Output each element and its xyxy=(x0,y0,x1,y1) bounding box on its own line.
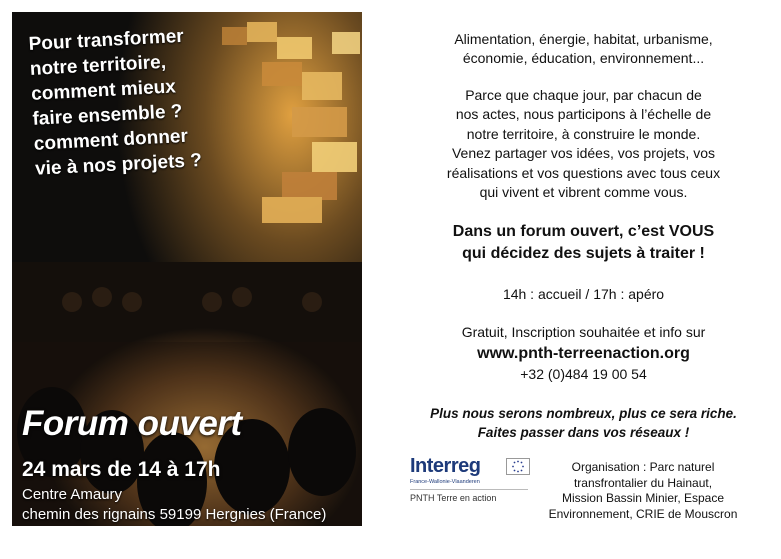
phone-number: +32 (0)484 19 00 54 xyxy=(520,366,647,382)
interreg-logo xyxy=(410,455,528,503)
logo-tagline: PNTH Terre en action xyxy=(410,493,497,503)
appeal xyxy=(400,404,767,442)
paragraph-line: nos actes, nous participons à l’échelle de xyxy=(455,106,712,123)
organisation-line: Environnement, CRIE de Mouscron xyxy=(548,506,738,521)
cta-line: Dans un forum ouvert, c’est VOUS xyxy=(452,223,715,240)
event-photo xyxy=(12,12,362,526)
eu-flag-icon xyxy=(506,458,530,475)
intro-paragraph xyxy=(400,86,767,202)
organisation-line: Organisation : Parc naturel xyxy=(571,460,715,474)
headline-line: Pour transformer xyxy=(28,25,185,55)
organisation xyxy=(532,460,754,522)
headline-line: notre territoire, xyxy=(29,51,167,80)
cta-line: qui décidez des sujets à traiter ! xyxy=(462,245,705,262)
logo-name: Interreg xyxy=(410,455,481,477)
paragraph-line: notre territoire, à construire le monde. xyxy=(466,125,701,142)
organisation-line: Mission Bassin Minier, Espace xyxy=(561,491,725,506)
registration xyxy=(400,322,767,385)
paragraph-line: réalisations et vos questions avec tous ceux xyxy=(446,164,721,181)
headline-line: comment mieux xyxy=(30,76,177,105)
logo-subtitle: France-Wallonie-Vlaanderen xyxy=(410,479,480,485)
paragraph-line: Parce que chaque jour, par chacun de xyxy=(465,87,702,103)
headline xyxy=(28,21,251,182)
registration-label: Gratuit, Inscription souhaitée et info sur xyxy=(461,324,706,340)
headline-line: comment donner xyxy=(33,125,189,155)
schedule: 14h : accueil / 17h : apéro xyxy=(502,286,665,302)
call-to-action xyxy=(400,221,767,265)
venue-address: chemin des rignains 59199 Hergnies (France) xyxy=(22,506,327,523)
logo-divider xyxy=(410,489,528,490)
topics-line: Alimentation, énergie, habitat, urbanisme, xyxy=(454,31,713,47)
venue-name: Centre Amaury xyxy=(22,486,123,503)
organisation-line: transfrontalier du Hainaut, xyxy=(573,475,713,490)
topics xyxy=(400,30,767,68)
headline-line: vie à nos projets ? xyxy=(34,150,203,180)
website-link[interactable]: www.pnth-terreenaction.org xyxy=(477,345,690,362)
paragraph-line: qui vivent et vibrent comme vous. xyxy=(479,184,688,201)
forum-title: Forum ouvert xyxy=(22,404,242,443)
appeal-line: Faites passer dans vos réseaux ! xyxy=(477,425,690,440)
paragraph-line: Venez partager vos idées, vos projets, vos xyxy=(451,145,716,162)
appeal-line: Plus nous serons nombreux, plus ce sera riche. xyxy=(430,406,737,421)
headline-line: faire ensemble ? xyxy=(32,101,183,130)
topics-line: économie, éducation, environnement... xyxy=(462,50,705,66)
event-date: 24 mars de 14 à 17h xyxy=(22,458,221,481)
